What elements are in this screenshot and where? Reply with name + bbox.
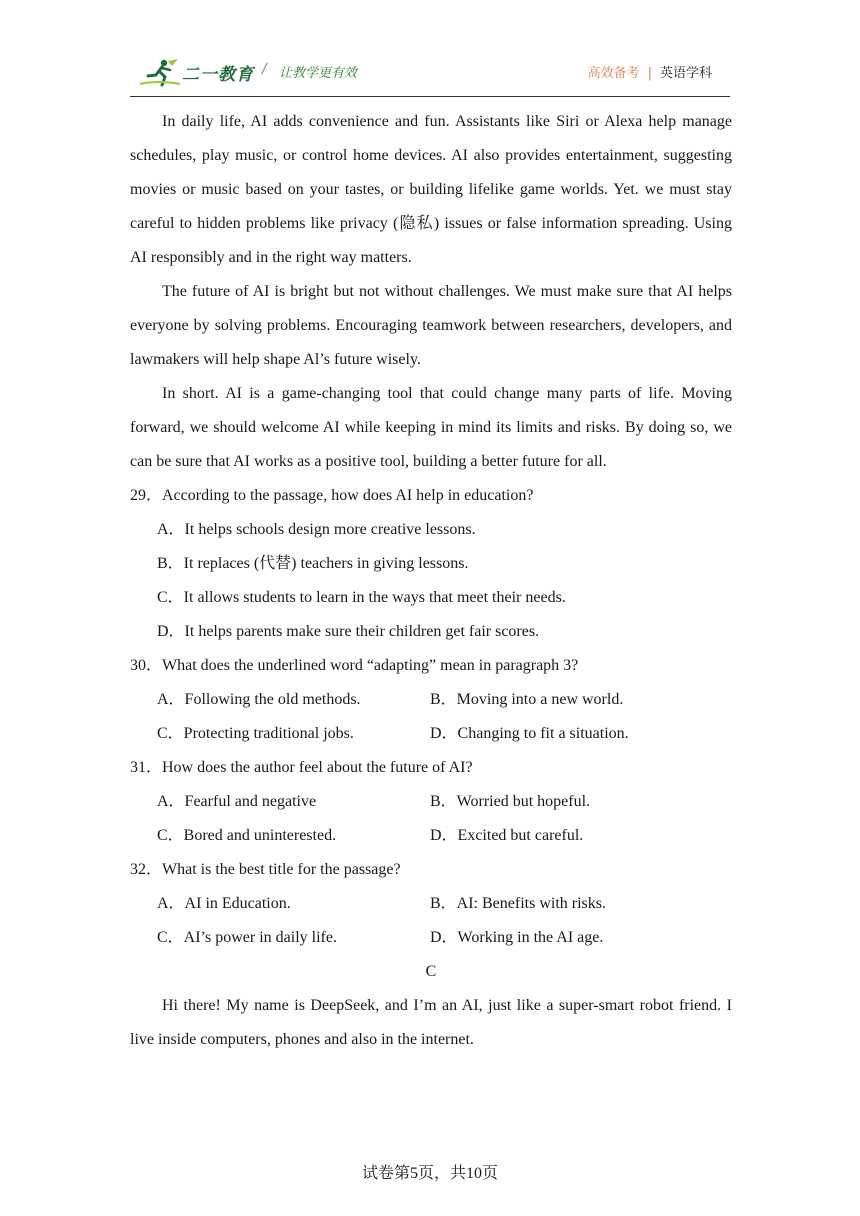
runner-logo-icon (138, 58, 182, 88)
question-32-options-row-2 (130, 921, 732, 955)
question-30-option-a: A．Following the old methods. (157, 691, 361, 708)
question-29-option-b: B．It replaces (代替) teachers in giving lessons. (157, 555, 469, 572)
header-divider: | (647, 66, 652, 81)
question-32-option-a: A．AI in Education. (157, 895, 291, 912)
slogan-divider: / (262, 61, 267, 77)
section-c-heading: C (425, 963, 437, 980)
question-31-option-c: C．Bored and uninterested. (157, 827, 337, 844)
page-content (130, 105, 732, 1057)
passage-paragraph: In daily life, AI adds convenience and fun. Assistants like Siri or Alexa help manage schedules, play music, or control home devices. AI also provides entertainment, suggesting movies or music based on your tastes, or building lifelike game worlds. Yet. we must stay careful to hidden problems like privacy (隐私) issues or false information spreading. Using AI responsibly and in the right way matters. (130, 113, 732, 266)
question-32-option-c: C．AI’s power in daily life. (157, 929, 337, 946)
question-32-stem: 32．What is the best title for the passage? (130, 861, 401, 878)
question-30-option-d: D．Changing to fit a situation. (430, 725, 629, 742)
header-tag-exam: 高效备考 (587, 66, 640, 81)
section-c-paragraph: Hi there! My name is DeepSeek, and I’m an AI, just like a super-smart robot friend. I live inside computers, phones and also in the internet. (130, 997, 732, 1048)
brand-logo (138, 58, 378, 88)
question-31-option-b: B．Worried but hopeful. (430, 793, 591, 810)
brand-name: 二一教育 (182, 65, 254, 85)
question-30-options-row-1 (130, 683, 732, 717)
passage-paragraph: The future of AI is bright but not without challenges. We must make sure that AI helps everyone by solving problems. Encouraging teamwork between researchers, developers, and lawmakers will help shape Al’s future wisely. (130, 283, 732, 368)
question-29-option-c: C．It allows students to learn in the ways that meet their needs. (157, 589, 566, 606)
question-31-option-d: D．Excited but careful. (430, 827, 584, 844)
question-30-stem: 30．What does the underlined word “adapting” mean in paragraph 3? (130, 657, 579, 674)
question-29-option-a: A．It helps schools design more creative lessons. (157, 521, 476, 538)
question-32-option-b: B．AI: Benefits with risks. (430, 895, 606, 912)
question-32-option-d: D．Working in the AI age. (430, 929, 604, 946)
header-tag-subject: 英语学科 (659, 66, 712, 81)
question-29-stem: 29．According to the passage, how does AI help in education? (130, 487, 534, 504)
question-30-options-row-2 (130, 717, 732, 751)
question-31-stem: 31．How does the author feel about the future of AI? (130, 759, 473, 776)
question-31-option-a: A．Fearful and negative (157, 793, 317, 810)
passage-paragraph: In short. AI is a game-changing tool that could change many parts of life. Moving forward, we should welcome AI while keeping in mind its limits and risks. By doing so, we can be sure that AI works as a positive tool, building a better future for all. (130, 385, 732, 470)
question-30-option-c: C．Protecting traditional jobs. (157, 725, 354, 742)
header-subject (588, 62, 712, 81)
brand-slogan: 让教学更有效 (279, 66, 358, 81)
question-30-option-b: B．Moving into a new world. (430, 691, 624, 708)
question-31-options-row-1 (130, 785, 732, 819)
header-rule (130, 96, 730, 97)
question-32-options-row-1 (130, 887, 732, 921)
page-footer: 试卷第5页，共10页 (361, 1165, 498, 1182)
question-29-option-d: D．It helps parents make sure their children get fair scores. (157, 623, 540, 640)
page-header (130, 52, 730, 96)
question-31-options-row-2 (130, 819, 732, 853)
